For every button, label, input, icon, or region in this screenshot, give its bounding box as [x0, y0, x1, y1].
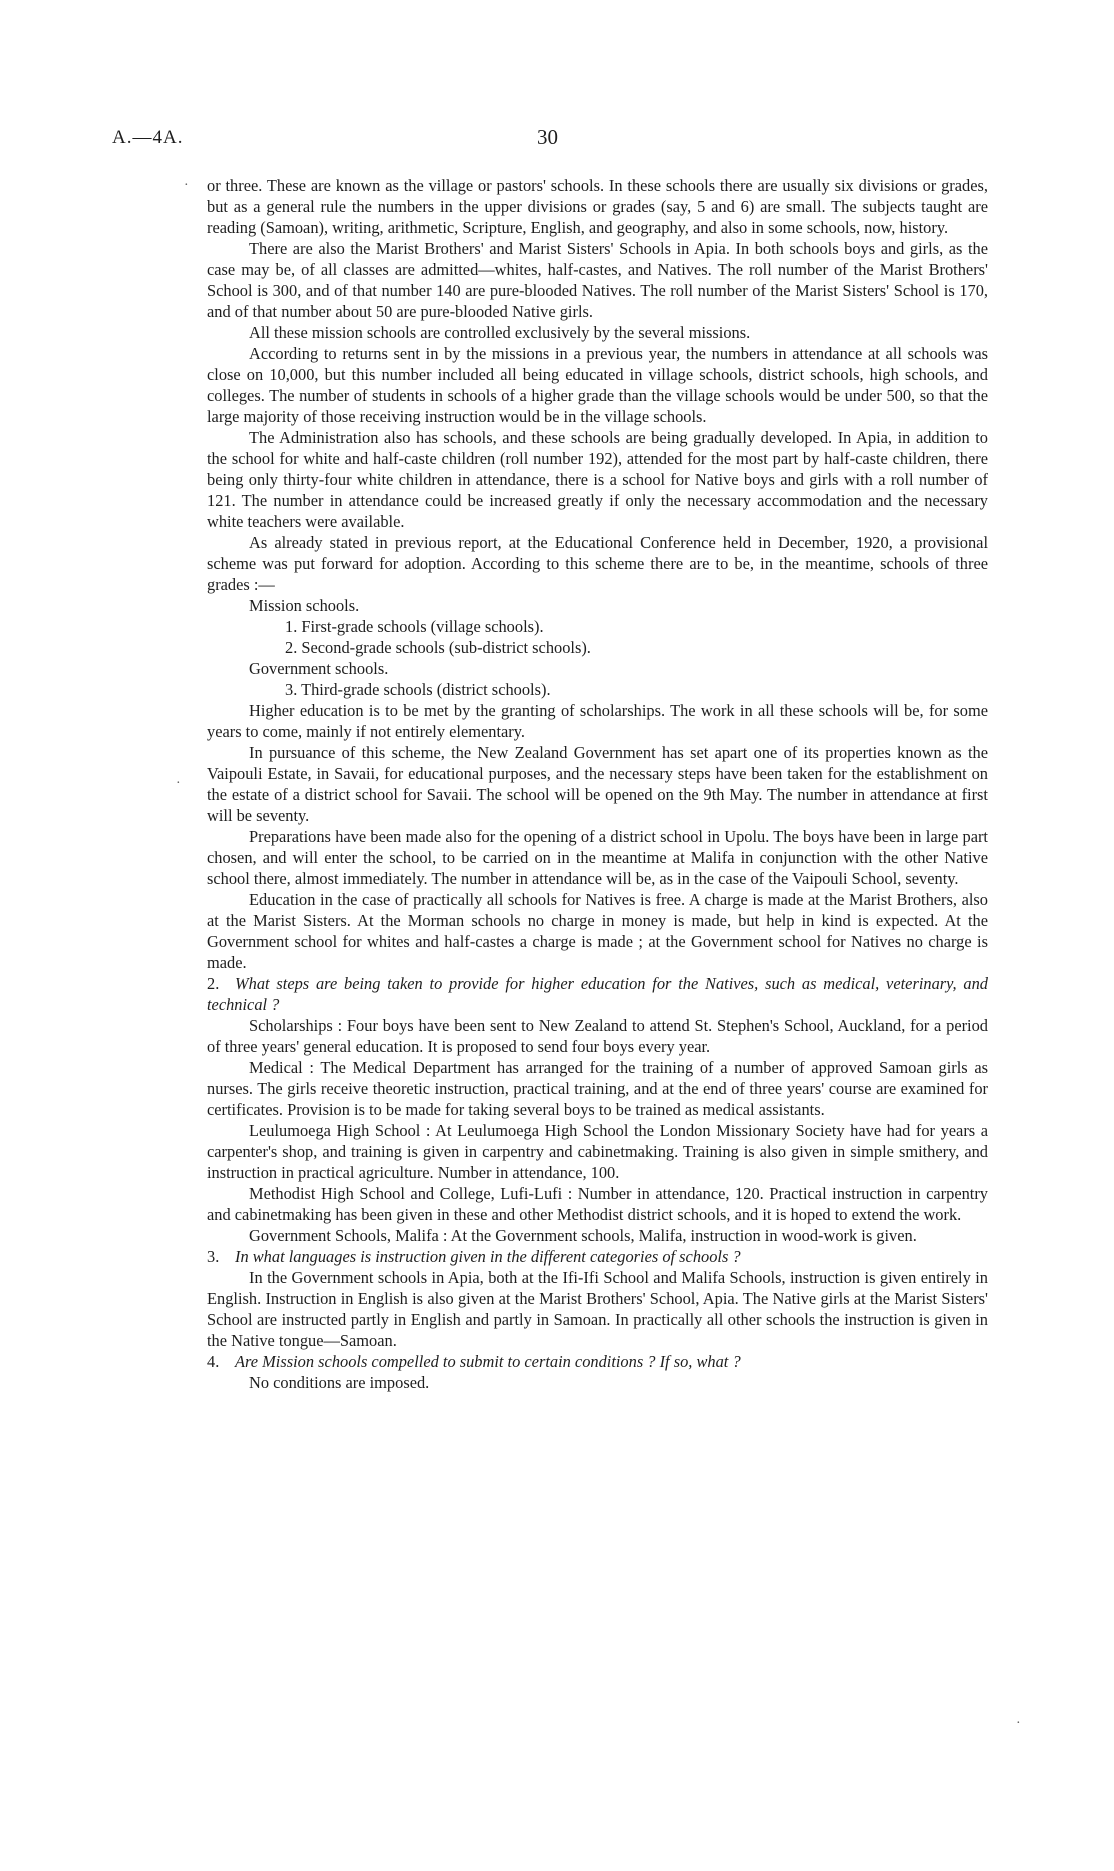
question [207, 1351, 988, 1372]
paragraph: or three. These are known as the village or pastors' schools. In these schools there are usually six divisions or grades, but as a general rule the numbers in the upper divisions or grades (say, 5 and 6) are small. The subjects taught are reading (Samoan), writing, arithmetic, Scripture, English, and geography, and also in some schools, now, history. [207, 176, 988, 237]
question [207, 1246, 988, 1267]
paragraph: In pursuance of this scheme, the New Zealand Government has set apart one of its properties known as the Vaipouli Estate, in Savaii, for educational purposes, and the necessary steps have been taken for the establishment on the estate of a district school for Savaii. The school will be opened on the 9th May. The number in attendance at first will be seventy. [207, 743, 988, 825]
answer-paragraph: Leulumoega High School : At Leulumoega High School the London Missionary Society have had for years a carpenter's shop, and training is given in carpentry and cabinetmaking. Training is also given in simple smithery, and instruction in practical agriculture. Number in attendance, 100. [207, 1121, 988, 1182]
answer-block [207, 1267, 988, 1351]
scheme-heading-government: Government schools. [249, 659, 389, 678]
scheme-item: 1. First-grade schools (village schools). [285, 617, 544, 636]
answer-paragraph: Government Schools, Malifa : At the Government schools, Malifa, instruction in wood-work is given. [249, 1226, 917, 1245]
question-number: 2. [207, 974, 220, 993]
answer-block [207, 1372, 988, 1393]
question [207, 973, 988, 1015]
scheme-item: 2. Second-grade schools (sub-district schools). [285, 638, 591, 657]
answer-paragraph: Scholarships : Four boys have been sent to New Zealand to attend St. Stephen's School, Auckland, for a period of three years' general education. It is proposed to send four boys every year. [207, 1016, 988, 1056]
paragraph: According to returns sent in by the missions in a previous year, the numbers in attendance at all schools was close on 10,000, but this number included all being educated in village schools, district schools, high schools, and colleges. The number of students in schools of a higher grade than the village schools would be under 500, so that the large majority of those receiving instruction would be in the village schools. [207, 344, 988, 426]
answer-block [207, 1015, 988, 1246]
question-text: In what languages is instruction given in the different categories of schools ? [235, 1247, 741, 1266]
question-number: 3. [207, 1247, 220, 1266]
paragraph: Higher education is to be met by the granting of scholarships. The work in all these schools will be, for some years to come, mainly if not entirely elementary. [207, 701, 988, 741]
paragraph: There are also the Marist Brothers' and Marist Sisters' Schools in Apia. In both schools boys and girls, as the case may be, of all classes are admitted—whites, half-castes, and Natives. The roll number of the Marist Brothers' School is 300, and of that number 140 are pure-blooded Natives. The roll number of the Marist Sisters' School is 170, and of that number about 50 are pure-blooded Native girls. [207, 239, 988, 321]
document-reference: A.—4A. [112, 127, 184, 148]
paragraph: All these mission schools are controlled exclusively by the several missions. [249, 323, 751, 342]
printer-mark: · [1016, 1716, 1021, 1731]
paragraph: Preparations have been made also for the opening of a district school in Upolu. The boys have been in large part chosen, and will enter the school, to be carried on in the meantime at Malifa in conjunction with the other Native school there, almost immediately. The number in attendance will be, as in the case of the Vaipouli School, seventy. [207, 827, 988, 888]
question-number: 4. [207, 1352, 220, 1371]
answer-paragraph: No conditions are imposed. [249, 1373, 430, 1392]
scheme-item: 3. Third-grade schools (district schools). [285, 680, 551, 699]
paragraph: As already stated in previous report, at the Educational Conference held in December, 1920, a provisional scheme was put forward for adoption. According to this scheme there are to be, in the meantime, schools of three grades :— [207, 533, 988, 594]
paragraph: Education in the case of practically all schools for Natives is free. A charge is made at the Marist Brothers, also at the Marist Sisters. At the Morman schools no charge in money is made, but help in kind is expected. At the Government school for whites and half-castes a charge is made ; at the Government school for Natives no charge is made. [207, 890, 988, 972]
question-text: What steps are being taken to provide for higher education for the Natives, such as medical, veterinary, and technical ? [207, 974, 988, 1014]
answer-paragraph: Methodist High School and College, Lufi-Lufi : Number in attendance, 120. Practical instruction in carpentry and cabinetmaking has been given in these and other Methodist district schools, and it is hoped to extend the work. [207, 1184, 988, 1224]
printer-mark: · [176, 776, 181, 791]
scheme-heading-mission: Mission schools. [249, 596, 360, 615]
printer-mark: · [184, 178, 189, 193]
answer-paragraph: In the Government schools in Apia, both at the Ifi-Ifi School and Malifa Schools, instruction is given entirely in English. Instruction in English is also given at the Marist Brothers' School, Apia. The Native girls at the Marist Sisters' School are instructed partly in English and partly in Samoan. In practically all other schools the instruction is given in the Native tongue—Samoan. [207, 1268, 988, 1350]
document-body [207, 175, 988, 1393]
answer-paragraph: Medical : The Medical Department has arranged for the training of a number of approved Samoan girls as nurses. The girls receive theoretic instruction, practical training, and at the end of three years' course are examined for certificates. Provision is to be made for taking several boys to be trained as medical assistants. [207, 1058, 988, 1119]
paragraph: The Administration also has schools, and these schools are being gradually developed. In Apia, in addition to the school for white and half-caste children (roll number 192), attended for the most part by half-caste children, there being only thirty-four white children in attendance, there is a school for Native boys and girls with a roll number of 121. The number in attendance could be increased greatly if only the necessary accommodation and the necessary white teachers were available. [207, 428, 988, 531]
page-number: 30 [537, 125, 558, 149]
question-text: Are Mission schools compelled to submit to certain conditions ? If so, what ? [235, 1352, 741, 1371]
